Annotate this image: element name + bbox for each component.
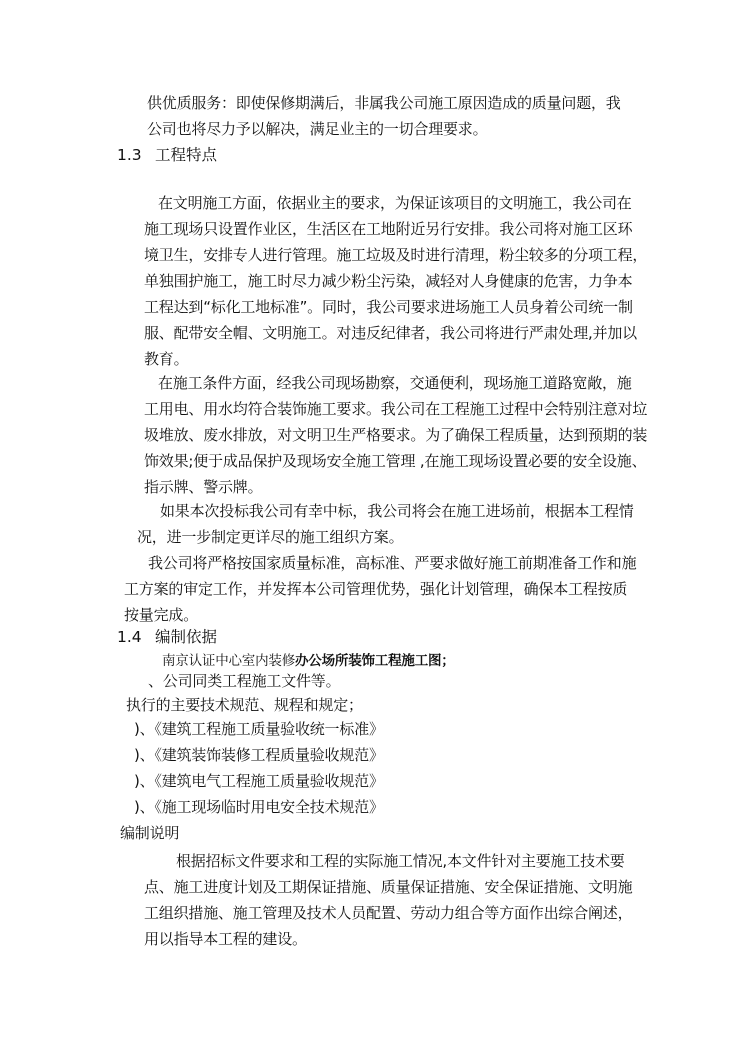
paragraph-line: 在文明施工方面，依据业主的要求，为保证该项目的文明施工，我公司在 <box>158 194 632 212</box>
paragraph-line: 圾堆放、废水排放，对文明卫生严格要求。为了确保工程质量，达到预期的装 <box>144 426 648 444</box>
section-number: 1.4 <box>117 628 142 646</box>
paragraph-line: 单独围护施工，施工时尽力减少粉尘污染，减轻对人身健康的危害，力争本 <box>144 272 633 290</box>
basis-line-2: 、公司同类工程施工文件等。 <box>148 672 341 690</box>
paragraph-line: 点、施工进度计划及工期保证措施、质量保证措施、安全保证措施、文明施 <box>144 878 633 896</box>
section-heading-1-4 <box>117 627 217 647</box>
basis-line-1 <box>162 651 455 671</box>
compilation-notes-title: 编制说明 <box>120 824 180 842</box>
paragraph-line: 在施工条件方面，经我公司现场勘察，交通便利，现场施工道路宽敞，施 <box>158 374 632 392</box>
standard-item: )、《建筑工程施工质量验收统一标准》 <box>134 720 384 738</box>
paragraph-line: 如果本次投标我公司有幸中标，我公司将会在施工进场前，根据本工程情 <box>160 502 634 520</box>
paragraph-line: 境卫生，安排专人进行管理。施工垃圾及时进行清理，粉尘较多的分项工程， <box>144 246 648 264</box>
section-title: 工程特点 <box>155 146 218 164</box>
basis-text-bold: 办公场所装饰工程施工图； <box>295 653 455 669</box>
paragraph-line: 工程达到“标化工地标准”。同时，我公司要求进场施工人员身着公司统一制 <box>144 298 633 316</box>
paragraph-line: 我公司将严格按国家质量标准，高标准、严要求做好施工前期准备工作和施 <box>148 554 637 572</box>
basis-line-3: 执行的主要技术规范、规程和规定； <box>126 696 363 714</box>
paragraph-line: 饰效果;便于成品保护及现场安全施工管理 ,在施工现场设置必要的安全设施、 <box>144 452 647 470</box>
paragraph-line: 工方案的审定工作，并发挥本公司管理优势，强化计划管理，确保本工程按质 <box>124 580 628 598</box>
paragraph-line: 工组织措施、施工管理及技术人员配置、劳动力组合等方面作出综合阐述， <box>144 904 633 922</box>
standard-item: )、《建筑装饰装修工程质量验收规范》 <box>134 746 384 764</box>
paragraph-line: 指示牌、警示牌。 <box>144 478 263 496</box>
section-number: 1.3 <box>117 146 142 164</box>
paragraph-line: 教育。 <box>144 350 189 368</box>
section-title: 编制依据 <box>155 628 218 646</box>
section-heading-1-3 <box>117 145 217 165</box>
intro-line-1: 供优质服务：即使保修期满后，非属我公司施工原因造成的质量问题，我 <box>147 94 621 112</box>
basis-text: 南京认证中心室内装修 <box>162 653 295 669</box>
standard-item: )、《施工现场临时用电安全技术规范》 <box>134 798 384 816</box>
paragraph-line: 服、配带安全帽、文明施工。对违反纪律者，我公司将进行严肃处理,并加以 <box>144 324 637 342</box>
standard-item: )、《建筑电气工程施工质量验收规范》 <box>134 772 384 790</box>
paragraph-line: 况，进一步制定更详尽的施工组织方案。 <box>137 528 404 546</box>
paragraph-line: 根据招标文件要求和工程的实际施工情况,本文件针对主要施工技术要 <box>176 852 625 870</box>
paragraph-line: 施工现场只设置作业区，生活区在工地附近另行安排。我公司将对施工区环 <box>144 220 633 238</box>
paragraph-line: 用以指导本工程的建设。 <box>144 930 307 948</box>
paragraph-line: 按量完成。 <box>124 606 199 624</box>
paragraph-line: 工用电、用水均符合装饰施工要求。我公司在工程施工过程中会特别注意对垃 <box>144 400 648 418</box>
intro-line-2: 公司也将尽力予以解决，满足业主的一切合理要求。 <box>147 120 488 138</box>
